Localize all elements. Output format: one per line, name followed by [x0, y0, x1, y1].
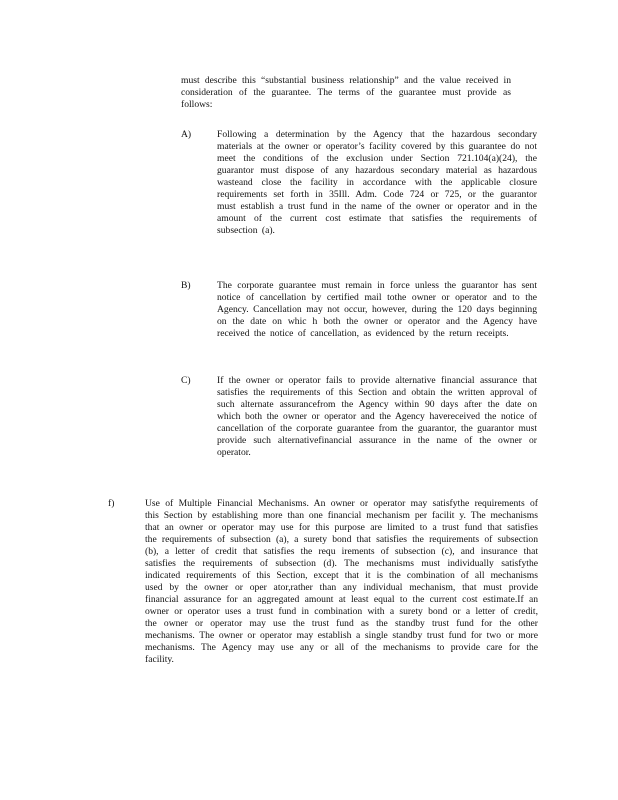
item-label-a: A) [181, 129, 192, 140]
item-label-b: B) [181, 280, 191, 291]
item-text-c: If the owner or operator fails to provide alternative financial assurance that satisfies the requirements of this Section and obtain the written approval of such alternate assurancefrom the Agency within 90 days after the date on which both the owner or operator and the Agency havereceived the notice of cancellation of the corporate guarantee from the guarantor, the guarantor must provide such alternativefinancial assurance in the name of the owner or operator. [217, 375, 537, 458]
item-text-a: Following a determination by the Agency that the hazardous secondary materials at the owner or operator’s facility covered by this guarantee do not meet the conditions of the exclusion under Section 721.104(a)(24), the guarantor must dispose of any hazardous secondary material as hazardous wasteand close the facility in accordance with the applicable closure requirements set forth in 35Ill. Adm. Code 724 or 725, or the guarantor must establish a trust fund in the name of the owner or operator and in the amount of the current cost estimate that satisfies the requirements of subsection (a). [217, 129, 537, 236]
section-f-text: Use of Multiple Financial Mechanisms. An owner or operator may satisfythe requirements of this Section by establishing more than one financial mechanism per facilit y. The mechanisms that an owner or operator may use for this purpose are limited to a trust fund that satisfies the requirements of subsection (a), a surety bond that satisfies the requirements of subsection (b), a letter of credit that satisfies the requ irements of subsection (c), and insurance that satisfies the requirements of subsection (d). The mechanisms must individually satisfythe indicated requirements of this Section, except that it is the combination of all mechanisms used by the owner or oper ator,rather than any individual mechanism, that must provide financial assurance for an aggregated amount at least equal to the current cost estimate.If an owner or operator uses a trust fund in combination with a surety bond or a letter of credit, the owner or operator may use the trust fund as the standby trust fund for the other mechanisms. The owner or operator may establish a single standby trust fund for two or more mechanisms. The Agency may use any or all of the mechanisms to provide care for the facility. [145, 498, 538, 665]
intro-paragraph: must describe this “substantial business relationship” and the value received in consideration of the guarantee. The terms of the guarantee must provide as follows: [181, 75, 511, 110]
item-label-c: C) [181, 375, 191, 386]
section-f-label: f) [108, 498, 115, 509]
item-text-b: The corporate guarantee must remain in force unless the guarantor has sent notice of cancellation by certified mail tothe owner or operator and to the Agency. Cancellation may not occur, however, during the 120 days beginning on the date on whic h both the owner or operator and the Agency have received the notice of cancellation, as evidenced by the return receipts. [217, 280, 537, 339]
